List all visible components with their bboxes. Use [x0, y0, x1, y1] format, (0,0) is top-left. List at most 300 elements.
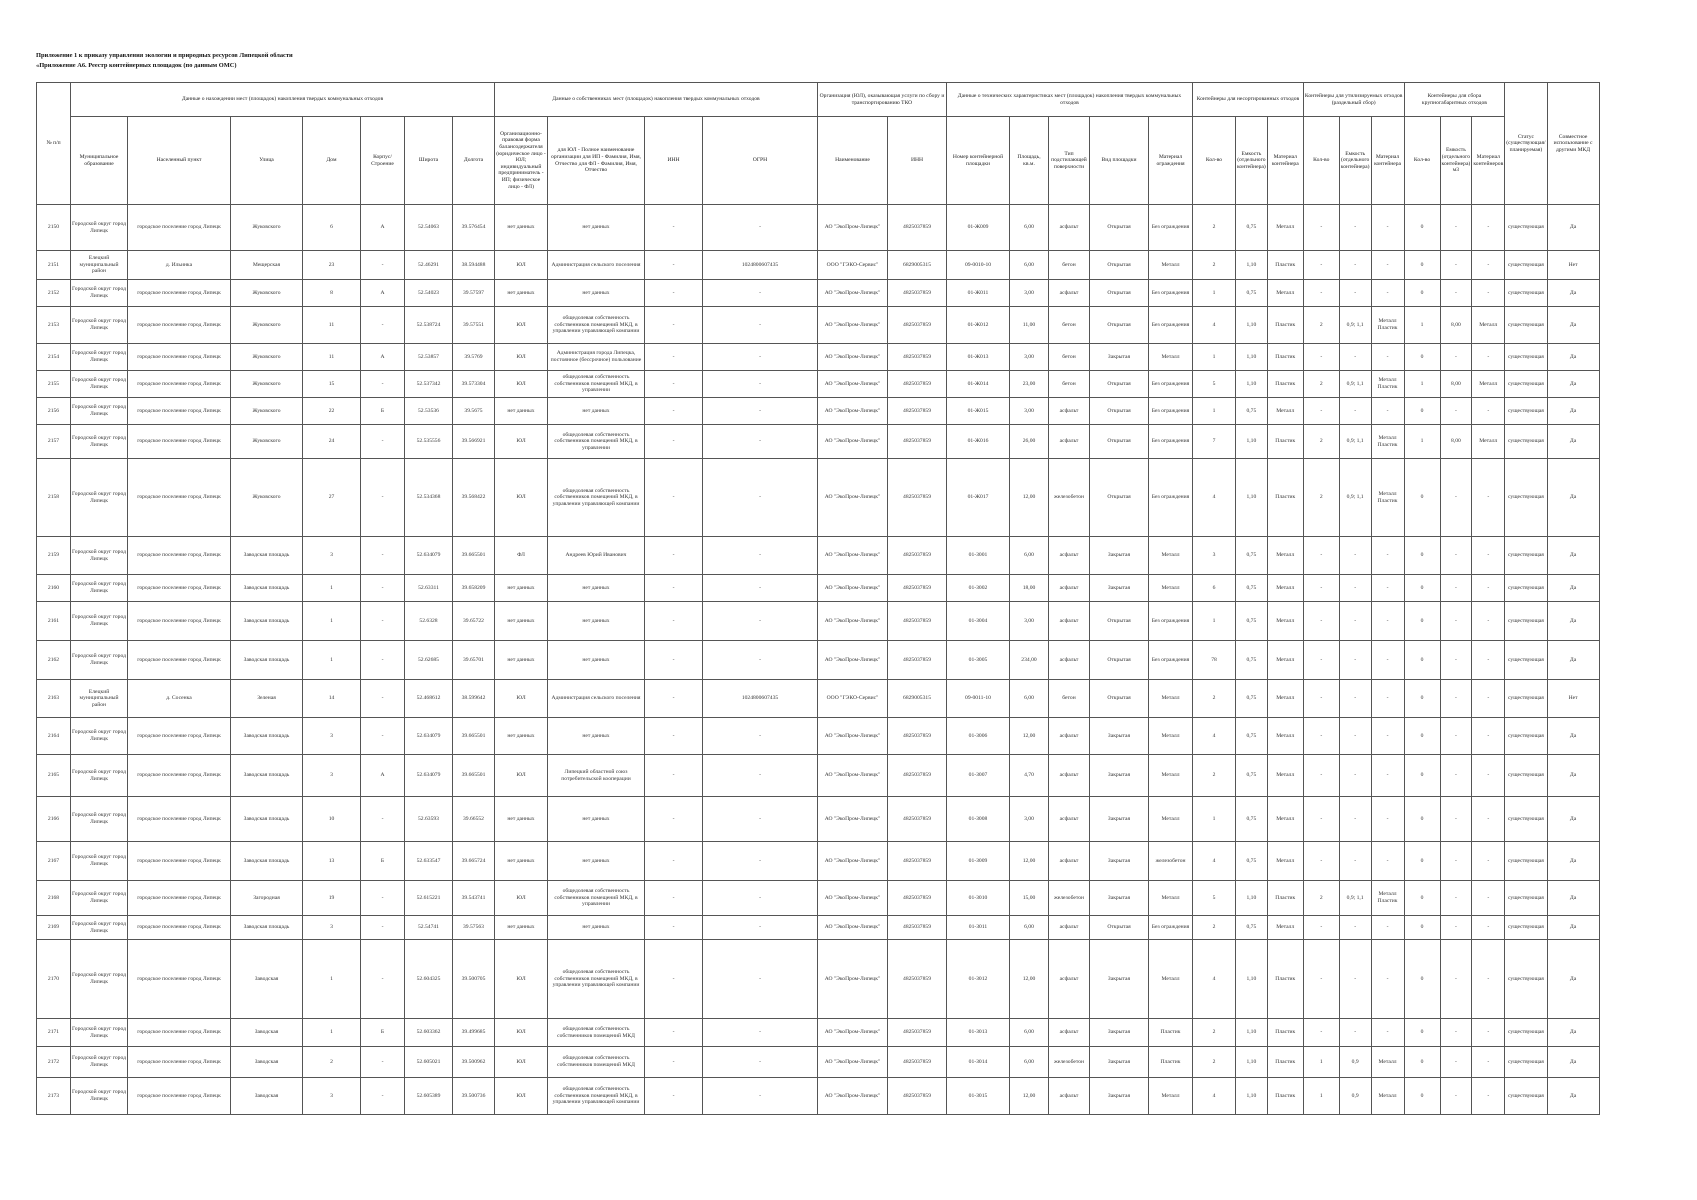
table-cell: -	[1472, 398, 1505, 425]
table-cell: 39.573304	[453, 371, 495, 398]
column-header: Емкость (отдельного контейнера) м3	[1440, 117, 1472, 205]
table-cell: Б	[361, 842, 405, 881]
column-header: Кол-во	[1404, 117, 1440, 205]
table-cell: Заводская площадь	[231, 718, 303, 755]
table-cell: 4	[1193, 1078, 1236, 1115]
table-cell: нет данных	[495, 797, 548, 842]
table-cell: 52.605389	[405, 1078, 453, 1115]
table-cell: Мещерская	[231, 251, 303, 280]
table-cell: 0	[1404, 755, 1440, 797]
table-cell: городское поселение город Липецк	[128, 755, 231, 797]
table-cell: -	[1339, 344, 1371, 371]
table-cell: 01-Ж009	[947, 205, 1010, 251]
table-cell: Да	[1547, 1019, 1599, 1047]
table-cell: 2165	[37, 755, 71, 797]
registry-table	[36, 82, 1644, 1115]
table-cell: -	[361, 916, 405, 940]
column-header: Корпус/Строение	[361, 117, 405, 205]
table-cell: 1,10	[1236, 1078, 1268, 1115]
table-cell: 39.5675	[453, 398, 495, 425]
table-cell: Без ограждения	[1149, 398, 1193, 425]
table-cell: Б	[361, 1019, 405, 1047]
column-header: ОГРН	[703, 117, 818, 205]
table-cell: 23	[303, 251, 361, 280]
table-cell: Андреев Юрий Иванович	[548, 537, 645, 575]
table-cell: 52.534368	[405, 459, 453, 537]
table-cell: Да	[1547, 718, 1599, 755]
table-cell: Пластик	[1149, 1019, 1193, 1047]
table-cell: 0	[1404, 842, 1440, 881]
table-cell: 3	[303, 1078, 361, 1115]
table-cell: Без ограждения	[1149, 425, 1193, 459]
table-cell: 0,75	[1236, 602, 1268, 641]
column-header: Тип подстилающей поверхности	[1049, 117, 1090, 205]
table-cell: 0,9	[1339, 1078, 1371, 1115]
table-cell: А	[361, 280, 405, 307]
table-cell: 2154	[37, 344, 71, 371]
table-cell: -	[361, 797, 405, 842]
table-cell: Без ограждения	[1149, 307, 1193, 344]
table-cell: Елецкий муниципальный район	[71, 251, 128, 280]
table-cell: -	[1472, 1019, 1505, 1047]
table-cell: Городской округ город Липецк	[71, 344, 128, 371]
table-cell: -	[1371, 344, 1404, 371]
table-cell: 0	[1404, 1078, 1440, 1115]
table-cell: -	[1472, 641, 1505, 680]
table-cell: Пластик	[1267, 1019, 1303, 1047]
table-cell: -	[1303, 398, 1339, 425]
table-cell: Жуковского	[231, 371, 303, 398]
table-cell: 4825037859	[888, 205, 947, 251]
table-cell: 52.468612	[405, 680, 453, 718]
table-cell: 6829005315	[888, 680, 947, 718]
table-cell: городское поселение город Липецк	[128, 1078, 231, 1115]
table-cell: -	[703, 881, 818, 916]
table-cell: Металл	[1267, 398, 1303, 425]
table-cell: существующая	[1505, 718, 1547, 755]
table-cell: ЮЛ	[495, 680, 548, 718]
table-cell: Липецкий областной союз потребительской кооперации	[548, 755, 645, 797]
table-cell: -	[1339, 602, 1371, 641]
table-cell: асфальт	[1049, 718, 1090, 755]
column-header: Емкость (отдельного контейнера)	[1236, 117, 1268, 205]
table-cell: Жуковского	[231, 398, 303, 425]
table-cell: Жуковского	[231, 280, 303, 307]
table-cell: -	[361, 881, 405, 916]
table-cell: Да	[1547, 641, 1599, 680]
table-cell: 2167	[37, 842, 71, 881]
table-cell: городское поселение город Липецк	[128, 575, 231, 602]
table-cell: 4825037859	[888, 718, 947, 755]
table-cell: 52.605021	[405, 1047, 453, 1078]
table-cell: 1,10	[1236, 1047, 1268, 1078]
table-cell: -	[361, 1078, 405, 1115]
table-cell: 3	[303, 755, 361, 797]
table-cell: -	[1440, 641, 1472, 680]
table-cell: -	[1339, 755, 1371, 797]
table-cell: Городской округ город Липецк	[71, 280, 128, 307]
table-cell: 1	[1193, 344, 1236, 371]
table-cell: 3	[303, 718, 361, 755]
table-cell: АО "ЭкоПром-Липецк"	[818, 398, 888, 425]
table-cell: Закрытая	[1090, 1019, 1149, 1047]
table-cell: 39.65722	[453, 602, 495, 641]
table-cell: городское поселение город Липецк	[128, 344, 231, 371]
table-cell: 1,10	[1236, 881, 1268, 916]
table-cell: существующая	[1505, 680, 1547, 718]
table-cell: 1	[303, 1019, 361, 1047]
table-cell: 1,10	[1236, 940, 1268, 1019]
table-cell: Закрытая	[1090, 718, 1149, 755]
table-cell: 1,10	[1236, 307, 1268, 344]
table-cell: -	[1472, 940, 1505, 1019]
table-row	[37, 842, 1644, 881]
table-cell: Металл	[1149, 797, 1193, 842]
table-cell: -	[1371, 398, 1404, 425]
table-cell: -	[645, 916, 703, 940]
table-cell: 22	[303, 398, 361, 425]
column-header: для ЮЛ - Полное наименование организации для ИП - Фамилия, Имя, Отчество для ФЛ - Фамилия, Имя, Отчество	[548, 117, 645, 205]
table-cell: Металл	[1267, 755, 1303, 797]
table-cell: 0,9; 1,1	[1339, 459, 1371, 537]
table-cell: асфальт	[1049, 425, 1090, 459]
table-cell: железобетон	[1049, 1047, 1090, 1078]
table-cell: 38.599642	[453, 680, 495, 718]
table-cell: 3,00	[1010, 398, 1049, 425]
table-cell: -	[645, 1019, 703, 1047]
table-cell: Городской округ город Липецк	[71, 398, 128, 425]
col-num: № п/п	[37, 83, 71, 205]
table-cell: бетон	[1049, 344, 1090, 371]
table-cell: городское поселение город Липецк	[128, 307, 231, 344]
table-cell: нет данных	[495, 575, 548, 602]
table-cell: бетон	[1049, 680, 1090, 718]
table-cell: 0	[1404, 940, 1440, 1019]
table-cell: -	[645, 537, 703, 575]
group-bulky: Контейнеры для сбора крупногабаритных отходов	[1404, 83, 1505, 117]
table-cell: общедолевая собственность собственников помещений МКД, в управлении	[548, 881, 645, 916]
table-cell: -	[703, 916, 818, 940]
table-cell: -	[1371, 205, 1404, 251]
table-cell: 2159	[37, 537, 71, 575]
table-cell: городское поселение город Липецк	[128, 797, 231, 842]
table-cell: 3,00	[1010, 344, 1049, 371]
table-cell: 01-З007	[947, 755, 1010, 797]
table-cell: асфальт	[1049, 916, 1090, 940]
table-cell: 2	[1303, 459, 1339, 537]
table-cell: -	[1371, 602, 1404, 641]
table-cell: 2152	[37, 280, 71, 307]
table-cell: Закрытая	[1090, 940, 1149, 1019]
table-cell: 39.665501	[453, 718, 495, 755]
table-cell: -	[1440, 1078, 1472, 1115]
table-cell: городское поселение город Липецк	[128, 842, 231, 881]
table-cell: 4825037859	[888, 797, 947, 842]
table-cell: Заводская площадь	[231, 755, 303, 797]
table-cell: Без ограждения	[1149, 280, 1193, 307]
table-cell: 2161	[37, 602, 71, 641]
table-cell: 1024800607435	[703, 251, 818, 280]
table-cell: Металл	[1267, 537, 1303, 575]
table-cell: Заводская площадь	[231, 797, 303, 842]
table-cell: -	[361, 641, 405, 680]
table-cell: существующая	[1505, 797, 1547, 842]
table-cell: -	[703, 1078, 818, 1115]
table-cell: 2151	[37, 251, 71, 280]
table-cell: -	[645, 881, 703, 916]
table-cell: 1	[1303, 1047, 1339, 1078]
table-cell: -	[1472, 280, 1505, 307]
table-cell: -	[645, 755, 703, 797]
table-cell: -	[1440, 459, 1472, 537]
table-cell: Пластик	[1267, 371, 1303, 398]
table-cell: существующая	[1505, 398, 1547, 425]
table-cell: Да	[1547, 537, 1599, 575]
table-cell: 52.54063	[405, 205, 453, 251]
table-cell: Городской округ город Липецк	[71, 602, 128, 641]
table-cell: -	[1371, 251, 1404, 280]
table-cell: -	[1303, 797, 1339, 842]
table-cell: -	[703, 398, 818, 425]
table-cell: 52.615221	[405, 881, 453, 916]
table-cell: асфальт	[1049, 280, 1090, 307]
table-cell: асфальт	[1049, 1019, 1090, 1047]
table-cell: 1024800607435	[703, 680, 818, 718]
table-cell: -	[1303, 344, 1339, 371]
table-cell: существующая	[1505, 371, 1547, 398]
table-cell: 2	[1193, 1047, 1236, 1078]
table-cell: -	[645, 205, 703, 251]
table-cell: общедолевая собственность собственников помещений МКД, в управлении	[548, 425, 645, 459]
table-cell: 4825037859	[888, 398, 947, 425]
table-cell: железобетон	[1149, 842, 1193, 881]
table-cell: -	[1472, 755, 1505, 797]
table-cell: -	[645, 602, 703, 641]
table-cell: 0,75	[1236, 641, 1268, 680]
table-cell: ЮЛ	[495, 344, 548, 371]
table-cell: -	[1472, 1078, 1505, 1115]
table-cell: Закрытая	[1090, 797, 1149, 842]
table-cell: ЮЛ	[495, 425, 548, 459]
table-row	[37, 307, 1644, 344]
table-cell: 52.53536	[405, 398, 453, 425]
table-cell: -	[645, 797, 703, 842]
table-cell: 4825037859	[888, 916, 947, 940]
table-cell: 0	[1404, 718, 1440, 755]
table-cell: -	[703, 1019, 818, 1047]
table-cell: 0,9; 1,1	[1339, 881, 1371, 916]
table-cell: 3	[303, 916, 361, 940]
table-cell: общедолевая собственность собственников помещений МКД, в управлении управляющей компании	[548, 940, 645, 1019]
table-cell: 3	[1193, 537, 1236, 575]
table-cell: -	[361, 251, 405, 280]
table-cell: 4825037859	[888, 307, 947, 344]
table-cell: -	[1440, 842, 1472, 881]
group-location: Данные о нахождении мест (площадок) накопления твердых коммунальных отходов	[71, 83, 495, 117]
table-cell: ФЛ	[495, 537, 548, 575]
table-cell: -	[1440, 280, 1472, 307]
table-cell: 2	[1193, 251, 1236, 280]
table-cell: 0	[1404, 205, 1440, 251]
table-cell: 39.500962	[453, 1047, 495, 1078]
table-cell: 01-З013	[947, 1019, 1010, 1047]
table-cell: Пластик	[1267, 251, 1303, 280]
table-cell: существующая	[1505, 641, 1547, 680]
table-row	[37, 537, 1644, 575]
group-recycled: Контейнеры для утилизируемых отходов (раздельный сбор)	[1303, 83, 1404, 117]
table-cell: -	[361, 575, 405, 602]
table-cell: Городской округ город Липецк	[71, 1019, 128, 1047]
table-cell: Да	[1547, 797, 1599, 842]
table-row	[37, 371, 1644, 398]
table-cell: Металл	[1149, 1078, 1193, 1115]
table-cell: 0	[1404, 881, 1440, 916]
table-cell: 5	[1193, 371, 1236, 398]
table-cell: Открытая	[1090, 916, 1149, 940]
table-cell: 24	[303, 425, 361, 459]
table-cell: 8,00	[1440, 425, 1472, 459]
table-cell: 1	[303, 641, 361, 680]
table-cell: 52.62685	[405, 641, 453, 680]
table-cell: -	[1371, 755, 1404, 797]
table-row	[37, 916, 1644, 940]
table-cell: существующая	[1505, 940, 1547, 1019]
table-cell: 52.634079	[405, 537, 453, 575]
table-cell: -	[1371, 537, 1404, 575]
table-cell: -	[645, 1047, 703, 1078]
table-cell: АО "ЭкоПром-Липецк"	[818, 537, 888, 575]
table-cell: 0	[1404, 398, 1440, 425]
table-cell: АО "ЭкоПром-Липецк"	[818, 916, 888, 940]
table-cell: 39.665724	[453, 842, 495, 881]
table-cell: А	[361, 755, 405, 797]
table-cell: 1	[303, 602, 361, 641]
table-cell: Металл	[1472, 371, 1505, 398]
table-cell: Пластик	[1267, 1047, 1303, 1078]
column-header: Широта	[405, 117, 453, 205]
table-cell: 27	[303, 459, 361, 537]
table-cell: 39.665501	[453, 537, 495, 575]
table-cell: Да	[1547, 344, 1599, 371]
table-cell: 09-0010-10	[947, 251, 1010, 280]
table-cell: 2160	[37, 575, 71, 602]
column-header: Населенный пункт	[128, 117, 231, 205]
table-cell: 3,00	[1010, 280, 1049, 307]
table-row	[37, 1019, 1644, 1047]
table-cell: -	[645, 251, 703, 280]
table-cell: 15,00	[1010, 881, 1049, 916]
table-row	[37, 602, 1644, 641]
table-cell: 01-З008	[947, 797, 1010, 842]
table-cell: АО "ЭкоПром-Липецк"	[818, 940, 888, 1019]
table-cell: -	[1339, 398, 1371, 425]
table-cell: 0	[1404, 680, 1440, 718]
table-cell: 09-0011-10	[947, 680, 1010, 718]
table-cell: -	[1371, 280, 1404, 307]
table-cell: 12,00	[1010, 459, 1049, 537]
table-cell: городское поселение город Липецк	[128, 916, 231, 940]
table-cell: Заводская площадь	[231, 916, 303, 940]
table-cell: ООО "ГЭКО-Сервис"	[818, 251, 888, 280]
table-cell: Пластик	[1267, 881, 1303, 916]
table-cell: -	[645, 940, 703, 1019]
table-cell: -	[1472, 842, 1505, 881]
table-cell: -	[645, 842, 703, 881]
table-cell: Городской округ город Липецк	[71, 425, 128, 459]
table-cell: Открытая	[1090, 280, 1149, 307]
table-cell: 2166	[37, 797, 71, 842]
table-cell: 01-Ж013	[947, 344, 1010, 371]
table-cell: Городской округ город Липецк	[71, 916, 128, 940]
table-cell: -	[1472, 916, 1505, 940]
table-cell: 4825037859	[888, 842, 947, 881]
table-cell: 2163	[37, 680, 71, 718]
table-cell: 0,75	[1236, 680, 1268, 718]
table-cell: городское поселение город Липецк	[128, 425, 231, 459]
table-cell: 2	[303, 1047, 361, 1078]
table-cell: Городской округ город Липецк	[71, 537, 128, 575]
table-cell: 2172	[37, 1047, 71, 1078]
table-cell: асфальт	[1049, 641, 1090, 680]
table-cell: -	[645, 575, 703, 602]
table-cell: А	[361, 205, 405, 251]
table-cell: Городской округ город Липецк	[71, 371, 128, 398]
table-cell: -	[1472, 205, 1505, 251]
table-cell: -	[703, 1047, 818, 1078]
table-cell: 19	[303, 881, 361, 916]
table-cell: 39.665501	[453, 755, 495, 797]
table-cell: -	[1339, 205, 1371, 251]
table-cell: Закрытая	[1090, 537, 1149, 575]
table-cell: 26,00	[1010, 425, 1049, 459]
column-header: Материал контейнера	[1371, 117, 1404, 205]
table-cell: 1	[1404, 307, 1440, 344]
table-cell: 0,75	[1236, 797, 1268, 842]
table-cell: Открытая	[1090, 398, 1149, 425]
table-cell: существующая	[1505, 916, 1547, 940]
table-cell: -	[1472, 537, 1505, 575]
table-cell: Администрация города Липецка, постоянное (бессрочное) пользование	[548, 344, 645, 371]
table-cell: 4	[1193, 842, 1236, 881]
table-cell: Пластик	[1267, 307, 1303, 344]
table-cell: 2158	[37, 459, 71, 537]
table-cell: 2	[1303, 307, 1339, 344]
table-cell: Администрация сельского поселения	[548, 251, 645, 280]
table-cell: ЮЛ	[495, 1047, 548, 1078]
table-cell: -	[703, 307, 818, 344]
table-cell: -	[703, 602, 818, 641]
table-cell: -	[361, 537, 405, 575]
table-cell: АО "ЭкоПром-Липецк"	[818, 205, 888, 251]
table-cell: Металл	[1472, 307, 1505, 344]
table-cell: Открытая	[1090, 251, 1149, 280]
column-header: Кол-во	[1303, 117, 1339, 205]
table-cell: общедолевая собственность собственников помещений МКД, в управлении управляющей компании	[548, 459, 645, 537]
table-cell: -	[1472, 459, 1505, 537]
table-cell: Городской округ город Липецк	[71, 718, 128, 755]
table-cell: Без ограждения	[1149, 641, 1193, 680]
table-cell: 4825037859	[888, 755, 947, 797]
table-cell: 3,00	[1010, 797, 1049, 842]
table-cell: -	[1339, 842, 1371, 881]
table-cell: 0,9; 1,1	[1339, 371, 1371, 398]
table-cell: 4825037859	[888, 371, 947, 398]
table-cell: АО "ЭкоПром-Липецк"	[818, 371, 888, 398]
table-cell: 01-З006	[947, 718, 1010, 755]
table-cell: 0	[1404, 344, 1440, 371]
table-cell: 01-Ж014	[947, 371, 1010, 398]
table-cell: -	[1472, 251, 1505, 280]
